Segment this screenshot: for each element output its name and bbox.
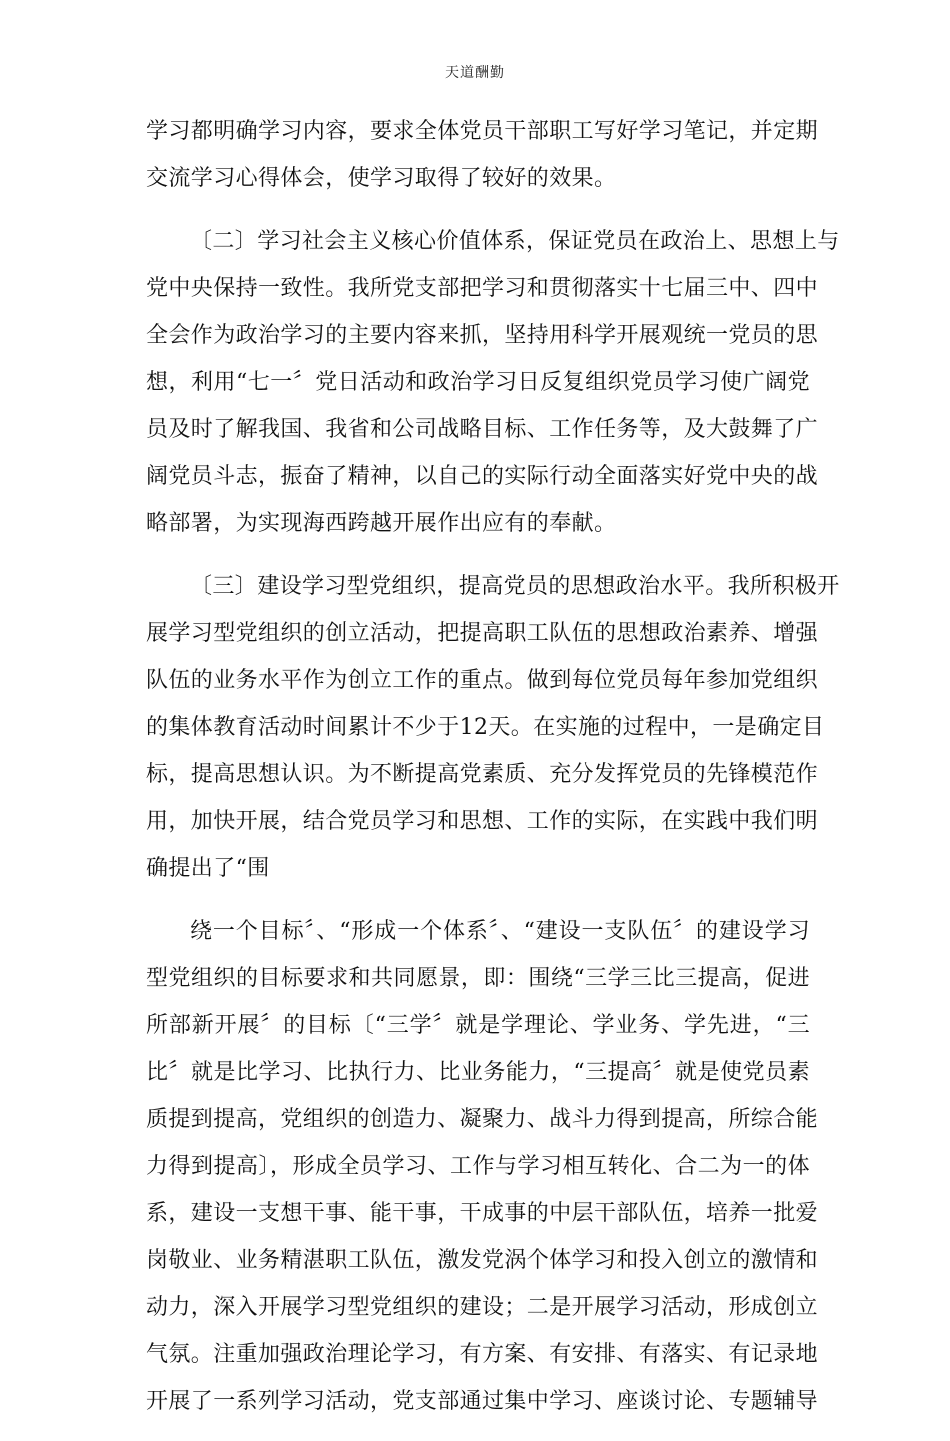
text-line: 标，提高思想认识。为不断提高党素质、充分发挥党员的先锋模范作 <box>146 762 819 787</box>
text-line: 系，建设一支想干事、能干事，干成事的中层干部队伍，培养一批爱 <box>146 1201 819 1226</box>
text-line: 开展了一系列学习活动，党支部通过集中学习、座谈讨论、专题辅导 <box>146 1389 819 1414</box>
page-header: 天道酬勤 <box>445 65 505 81</box>
text-line: 质提到提高，党组织的创造力、凝聚力、战斗力得到提高，所综合能 <box>146 1107 819 1132</box>
paragraph <box>146 218 840 547</box>
text-line: 力得到提高〕，形成全员学习、工作与学习相互转化、合二为一的体 <box>146 1154 810 1179</box>
text-line: 〔二〕学习社会主义核心价值体系，保证党员在政治上、思想上与 <box>190 229 840 254</box>
paragraph <box>146 563 840 892</box>
text-line: 岗敬业、业务精湛职工队伍，激发党涡个体学习和投入创立的激情和 <box>146 1248 819 1273</box>
paragraph <box>146 108 819 202</box>
text-line: 党中央保持一致性。我所党支部把学习和贯彻落实十七届三中、四中 <box>146 276 819 301</box>
text-line: 的集体教育活动时间累计不少于12天。在实施的过程中，一是确定目 <box>146 715 825 740</box>
text-line: 用，加快开展，结合党员学习和思想、工作的实际，在实践中我们明 <box>146 809 819 834</box>
text-line: 员及时了解我国、我省和公司战略目标、工作任务等，及大鼓舞了广 <box>146 417 819 442</box>
text-line: 所部新开展〞的目标〔“三学〞就是学理论、学业务、学先进，“三 <box>146 1013 810 1038</box>
text-line: 型党组织的目标要求和共同愿景，即：围绕“三学三比三提高，促进 <box>146 966 810 991</box>
text-line: 学习都明确学习内容，要求全体党员干部职工写好学习笔记，并定期 <box>146 119 819 144</box>
text-line: 全会作为政治学习的主要内容来抓，坚持用科学开展观统一党员的思 <box>146 323 819 348</box>
text-line: 绕一个目标〞、“形成一个体系〞、“建设一支队伍〞的建设学习 <box>190 919 810 944</box>
text-line: 〔三〕建设学习型党组织，提高党员的思想政治水平。我所积极开 <box>190 574 840 599</box>
paragraph <box>146 908 819 1425</box>
text-line: 交流学习心得体会，使学习取得了较好的效果。 <box>146 166 617 191</box>
text-line: 气氛。注重加强政治理论学习，有方案、有安排、有落实、有记录地 <box>146 1342 819 1367</box>
text-line: 比〞就是比学习、比执行力、比业务能力，“三提高〞就是使党员素 <box>146 1060 810 1085</box>
text-line: 动力，深入开展学习型党组织的建设；二是开展学习活动，形成创立 <box>146 1295 819 1320</box>
text-line: 阔党员斗志，振奋了精神，以自己的实际行动全面落实好党中央的战 <box>146 464 819 489</box>
text-line: 略部署，为实现海西跨越开展作出应有的奉献。 <box>146 511 617 536</box>
text-line: 想，利用“七一〞党日活动和政治学习日反复组织党员学习使广阔党 <box>146 370 810 395</box>
text-line: 展学习型党组织的创立活动，把提高职工队伍的思想政治素养、增强 <box>146 621 819 646</box>
text-line: 确提出了“围 <box>146 856 270 881</box>
text-line: 队伍的业务水平作为创立工作的重点。做到每位党员每年参加党组织 <box>146 668 819 693</box>
document-body <box>146 108 840 1441</box>
